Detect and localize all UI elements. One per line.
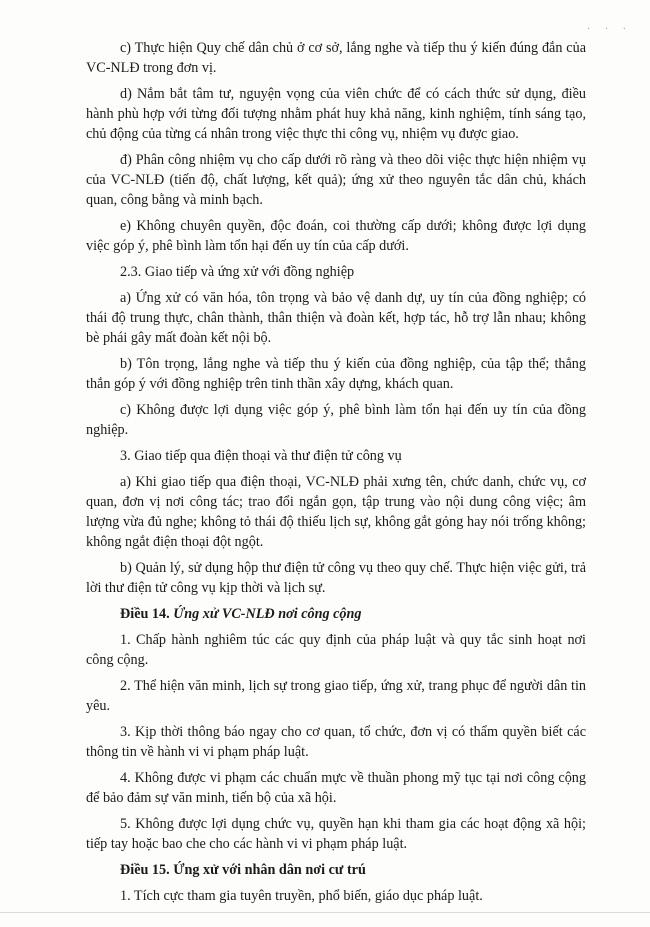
scan-marks: · · · — [587, 24, 632, 35]
article-heading — [86, 604, 586, 624]
paragraph: b) Tôn trọng, lắng nghe và tiếp thu ý kiến của đồng nghiệp, của tập thể; thẳng thắn góp ý với đồng nghiệp trên tinh thần xây dựng, khách quan. — [86, 356, 586, 392]
article-number: Điều 15. — [120, 862, 170, 878]
paragraph: a) Ứng xử có văn hóa, tôn trọng và bảo vệ danh dự, uy tín của đồng nghiệp; có thái độ trung thực, chân thành, thân thiện và đoàn kết, hợp tác, hỗ trợ lẫn nhau; không bè phái gây mất đoàn kết nội bộ. — [86, 290, 586, 346]
paragraph: 5. Không được lợi dụng chức vụ, quyền hạn khi tham gia các hoạt động xã hội; tiếp tay hoặc bao che cho các hành vi vi phạm pháp luật. — [86, 816, 586, 852]
paragraph: đ) Phân công nhiệm vụ cho cấp dưới rõ ràng và theo dõi việc thực hiện nhiệm vụ của VC-NLĐ (tiến độ, chất lượng, kết quả); ứng xử theo nguyên tắc dân chủ, khách quan, công bằng và minh bạch. — [86, 152, 586, 208]
paragraph: e) Không chuyên quyền, độc đoán, coi thường cấp dưới; không được lợi dụng việc góp ý, phê bình làm tổn hại đến uy tín của cấp dưới. — [86, 218, 586, 254]
paragraph: 2.3. Giao tiếp và ứng xử với đồng nghiệp — [120, 264, 355, 280]
paragraph: 4. Không được vi phạm các chuẩn mực về thuần phong mỹ tục tại nơi công cộng để bảo đảm sự văn minh, tiến bộ của xã hội. — [86, 770, 586, 806]
paragraph: 3. Kịp thời thông báo ngay cho cơ quan, tổ chức, đơn vị có thẩm quyền biết các thông tin về hành vi vi phạm pháp luật. — [86, 724, 586, 760]
paragraph: a) Khi giao tiếp qua điện thoại, VC-NLĐ phải xưng tên, chức danh, chức vụ, cơ quan, đơn vị nơi công tác; trao đổi ngắn gọn, tập trung vào nội dung công việc; âm lượng vừa đủ nghe; không tỏ thái độ thiếu lịch sự, không gắt gỏng hay nói trống không; không ngắt điện thoại đột ngột. — [86, 474, 586, 550]
paragraph: d) Nắm bắt tâm tư, nguyện vọng của viên chức để có cách thức sử dụng, điều hành phù hợp với từng đối tượng nhằm phát huy khả năng, kinh nghiệm, tính sáng tạo, chủ động của từng cá nhân trong việc thực thi công vụ, nhiệm vụ được giao. — [86, 86, 586, 142]
paragraph: 1. Tích cực tham gia tuyên truyền, phổ biến, giáo dục pháp luật. — [120, 888, 483, 904]
paragraph: c) Thực hiện Quy chế dân chủ ở cơ sở, lắng nghe và tiếp thu ý kiến đúng đắn của VC-NLĐ trong đơn vị. — [86, 40, 586, 76]
paragraph: 2. Thể hiện văn minh, lịch sự trong giao tiếp, ứng xử, trang phục để người dân tin yêu. — [86, 678, 586, 714]
scan-edge-line — [0, 912, 650, 913]
paragraph: c) Không được lợi dụng việc góp ý, phê bình làm tổn hại đến uy tín của đồng nghiệp. — [86, 402, 586, 438]
paragraph: 1. Chấp hành nghiêm túc các quy định của pháp luật và quy tắc sinh hoạt nơi công cộng. — [86, 632, 586, 668]
paragraph: 3. Giao tiếp qua điện thoại và thư điện tử công vụ — [120, 448, 402, 464]
paragraph: b) Quản lý, sử dụng hộp thư điện tử công vụ theo quy chế. Thực hiện việc gửi, trả lời thư điện tử công vụ kịp thời và lịch sự. — [86, 560, 586, 596]
article-title: Ứng xử với nhân dân nơi cư trú — [173, 862, 366, 878]
document-body — [86, 38, 586, 912]
article-title: Ứng xử VC-NLĐ nơi công cộng — [173, 606, 362, 622]
article-number: Điều 14. — [120, 606, 170, 622]
article-heading — [86, 860, 586, 880]
